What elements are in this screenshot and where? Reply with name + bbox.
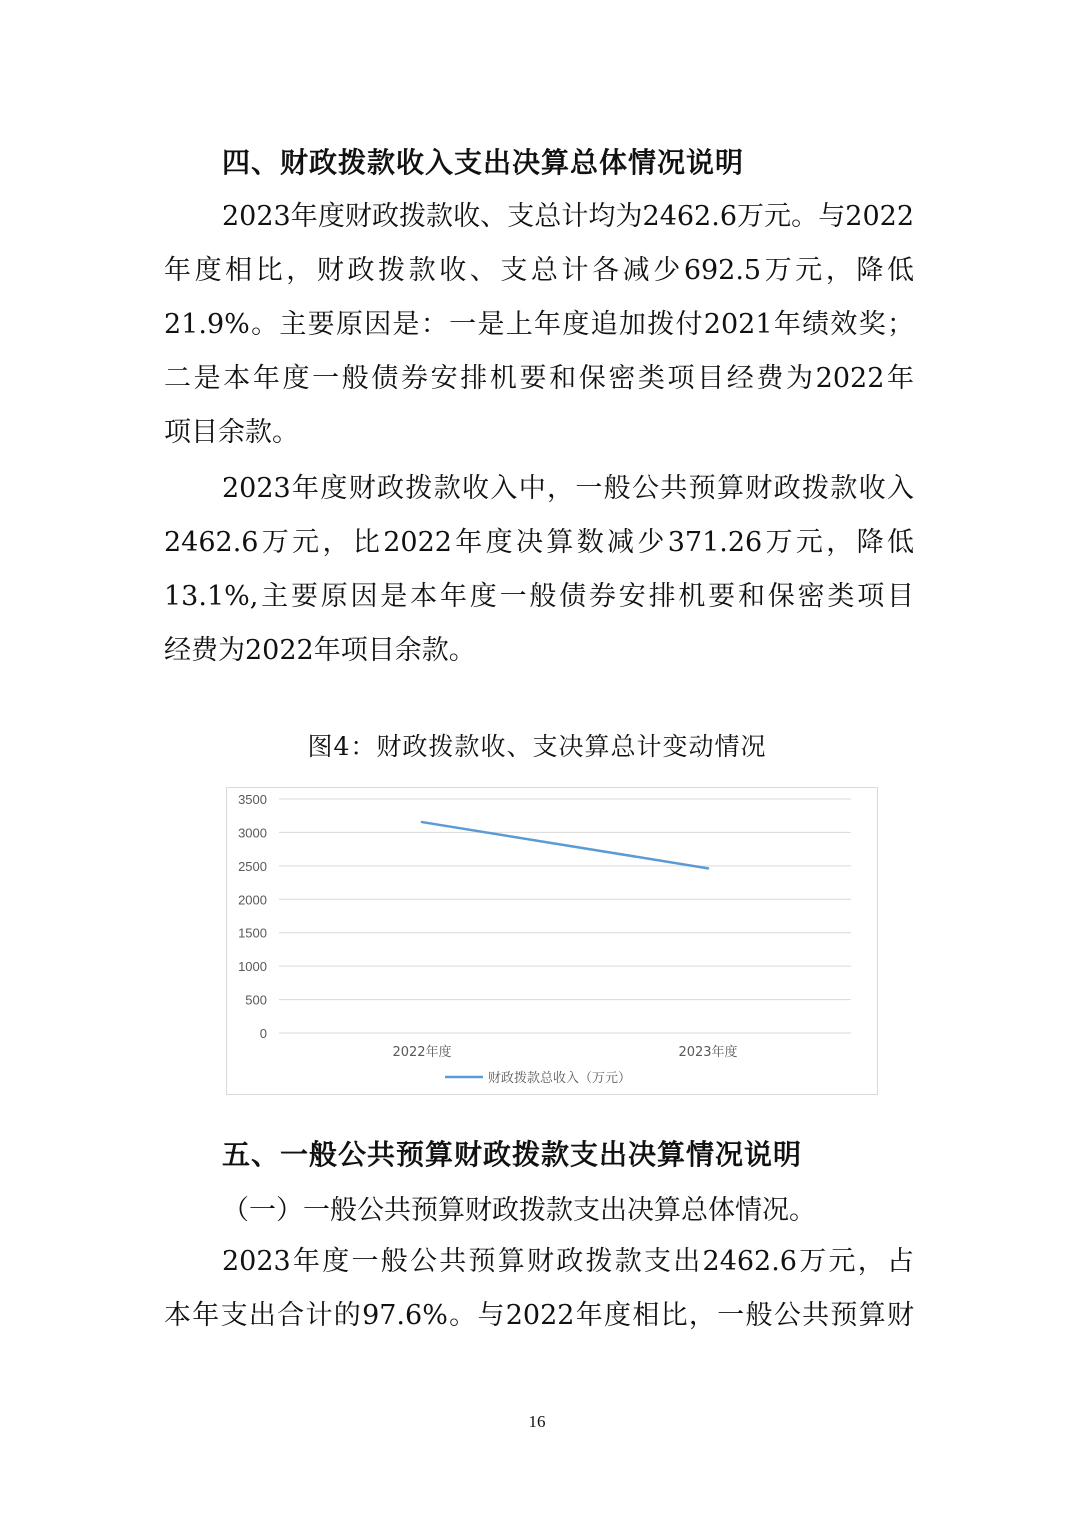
series-line [422,822,708,868]
text-line: 21.9%。主要原因是：一是上年度追加拨付2021年绩效奖； [164,309,914,340]
text-line: 年度相比，财政拨款收、支总计各减少692.5万元，降低 [164,255,914,286]
x-tick-label: 2022年度 [392,1045,452,1060]
y-tick-label: 2500 [238,858,267,874]
text-line: 13.1%,主要原因是本年度一般债券安排机要和保密类项目 [164,581,914,612]
y-tick-label: 0 [259,1026,267,1041]
y-tick-label: 2000 [238,892,267,908]
section5-heading: 五、一般公共预算财政拨款支出决算情况说明 [222,1138,803,1171]
line-chart [226,787,878,1095]
data-point [707,867,709,869]
text-line: 经费为2022年项目余款。 [164,635,476,666]
section5-paragraph-1 [164,1235,914,1343]
text-line: 2023年度一般公共预算财政拨款支出2462.6万元，占 [222,1246,914,1277]
y-tick-label: 1000 [238,959,267,975]
text-line: 二是本年度一般债券安排机要和保密类项目经费为2022年 [164,363,914,394]
chart-canvas [227,788,877,1094]
data-point [421,821,423,823]
section4-paragraph-2 [164,462,914,678]
text-line: 2023年度财政拨款收入中，一般公共预算财政拨款收入 [222,473,914,504]
section5-subheading: （一）一般公共预算财政拨款支出决算总体情况。 [222,1195,816,1226]
figure-caption: 图4：财政拨款收、支决算总计变动情况 [307,732,767,761]
text-line: 2462.6万元，比2022年度决算数减少371.26万元，降低 [164,527,914,558]
y-tick-label: 3000 [238,825,267,841]
y-tick-label: 1500 [238,925,267,941]
section4-heading: 四、财政拨款收入支出决算总体情况说明 [222,146,745,179]
section4-paragraph-1 [164,190,914,460]
y-tick-label: 500 [245,992,267,1008]
text-line: 本年支出合计的97.6%。与2022年度相比，一般公共预算财 [164,1300,914,1331]
legend-label: 财政拨款总收入（万元） [488,1071,632,1086]
x-tick-label: 2023年度 [678,1045,738,1060]
y-tick-label: 3500 [238,792,267,807]
text-line: 2023年度财政拨款收、支总计均为2462.6万元。与2022 [222,201,914,232]
text-line: 项目余款。 [164,417,299,448]
page-number: 16 [528,1412,546,1431]
